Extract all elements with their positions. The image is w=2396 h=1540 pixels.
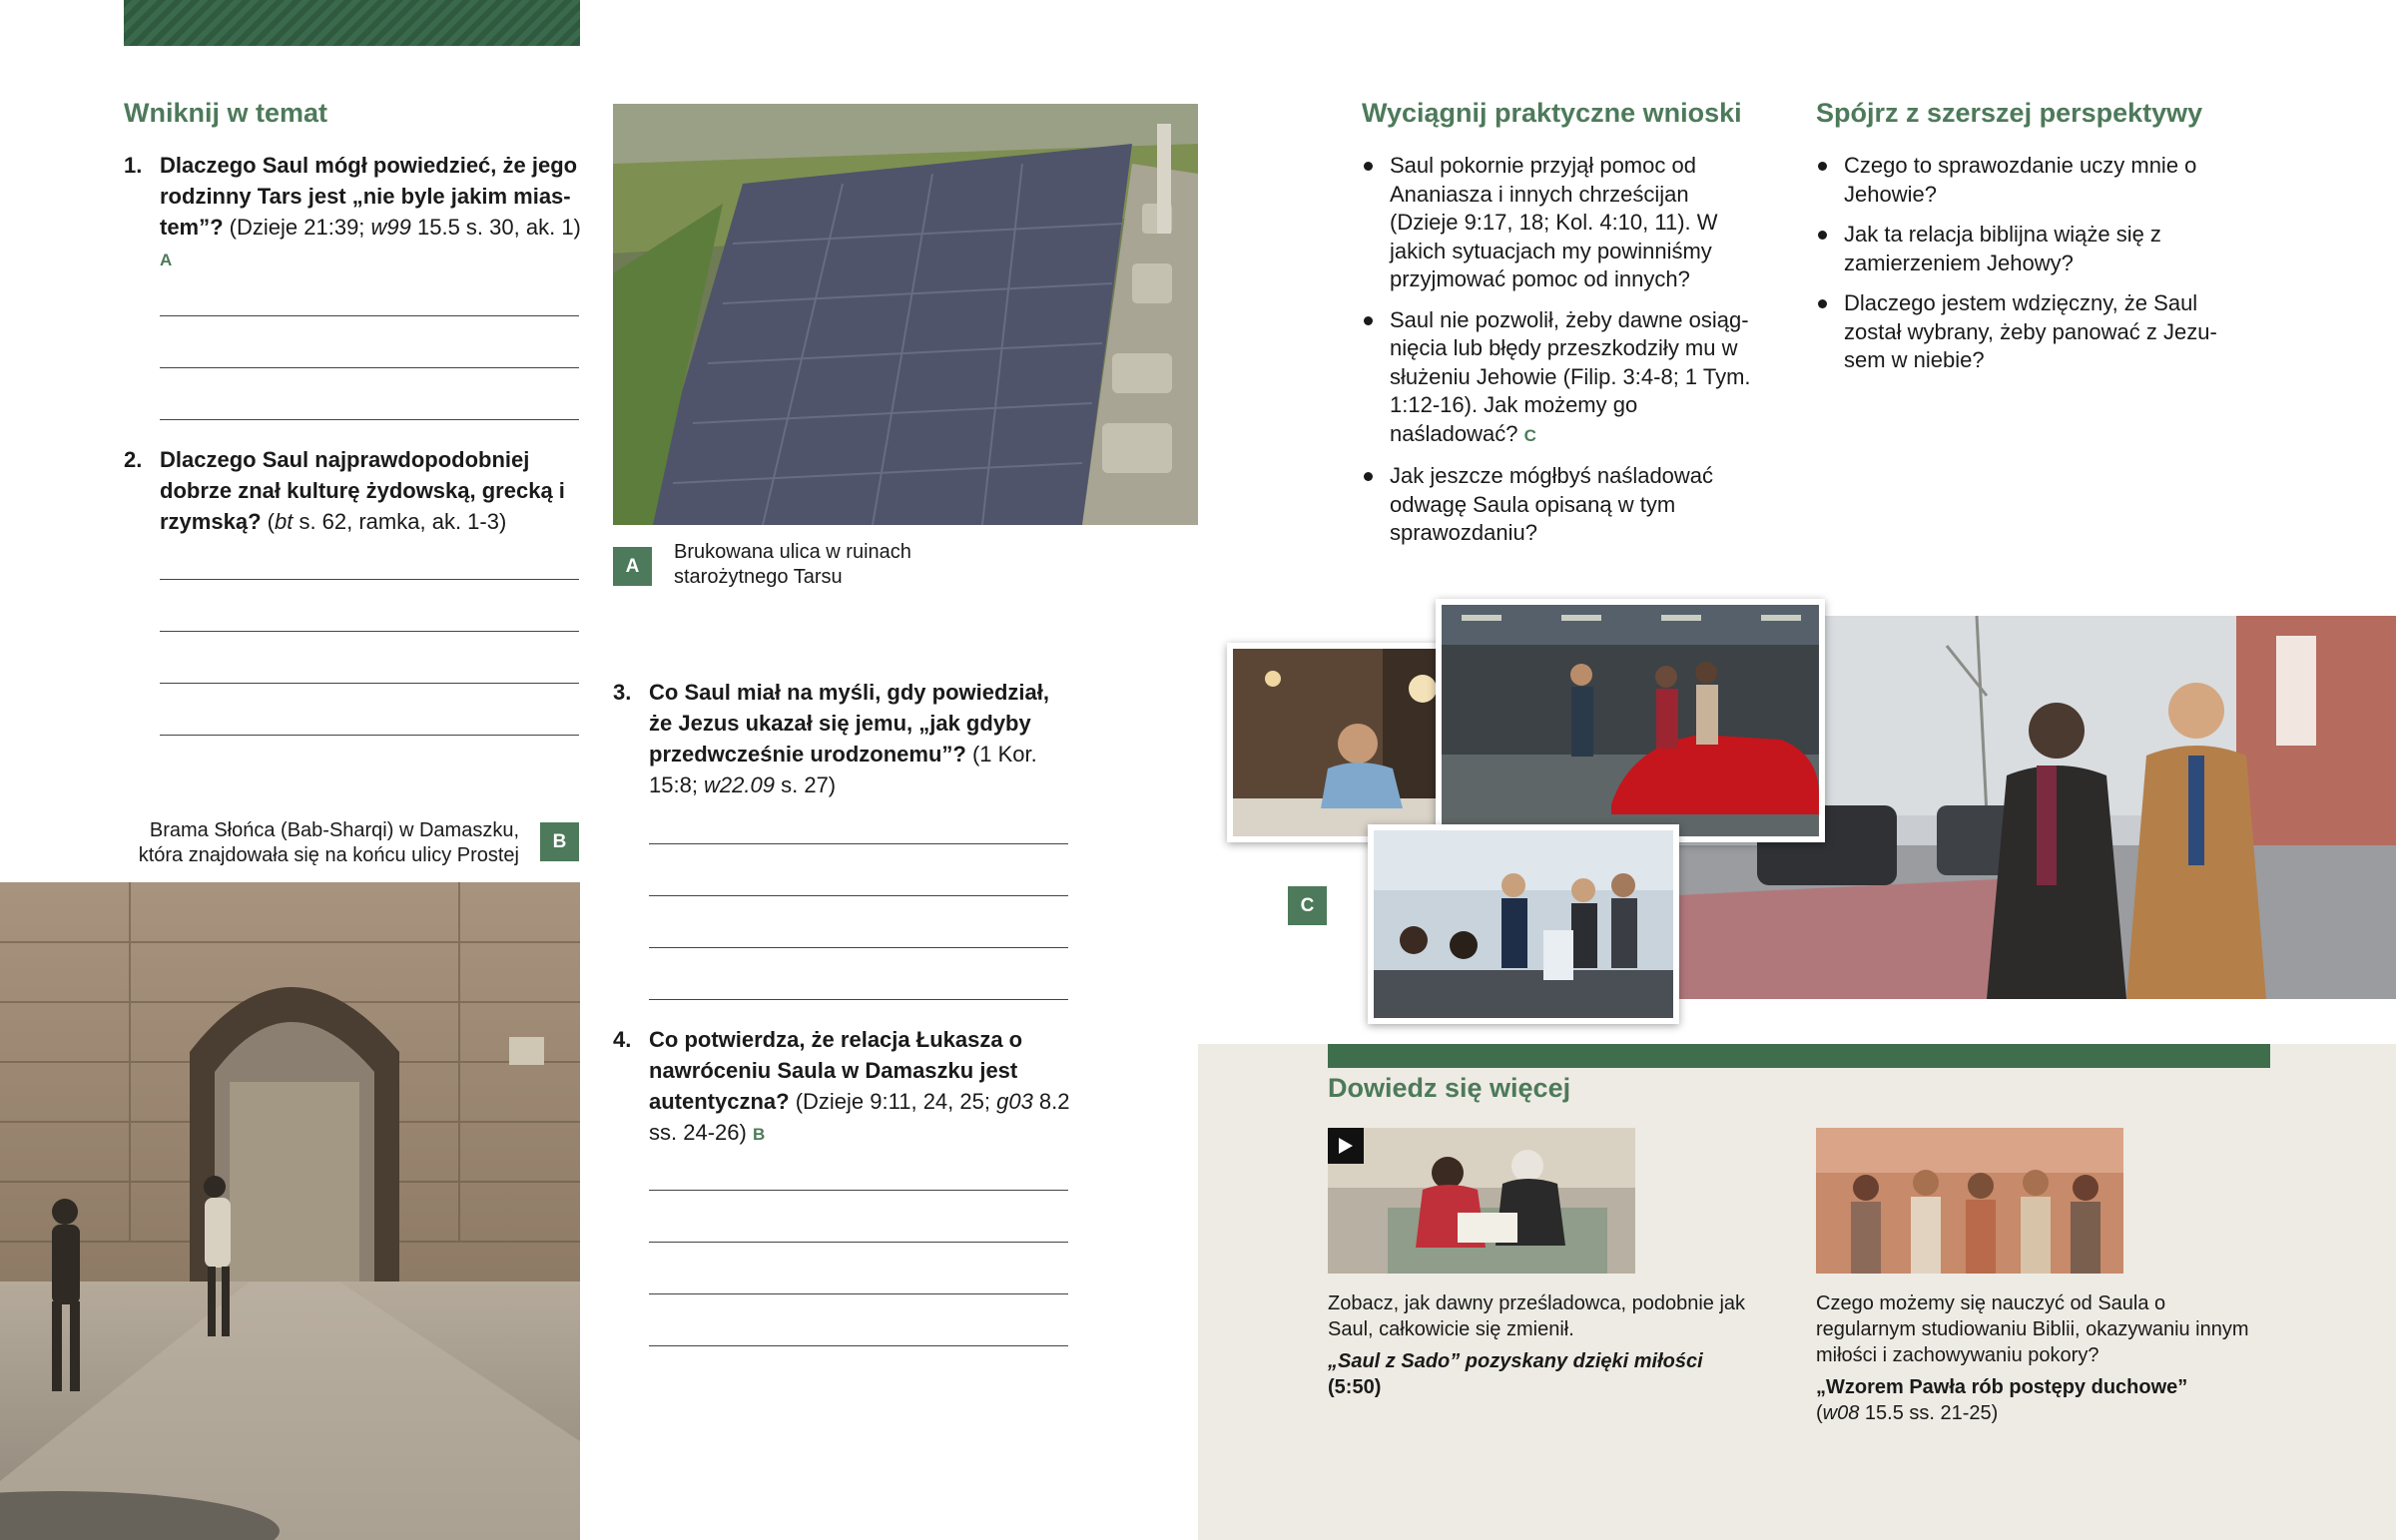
ref-letter-c: C — [1523, 425, 1536, 445]
practical-item: Jak jeszcze mógłbyś naśladować odwagę Saula opisaną w tym sprawozdaniu? — [1362, 462, 1761, 548]
answer-line[interactable] — [649, 1345, 1068, 1346]
video-description: Zobacz, jak dawny prześladowca, podobnie jak Saul, całkowicie się zmienił. — [1328, 1292, 1746, 1340]
answer-line[interactable] — [160, 315, 579, 316]
practical-list — [1362, 152, 1761, 560]
answer-line[interactable] — [160, 367, 579, 368]
answer-line[interactable] — [649, 843, 1068, 844]
answer-line[interactable] — [160, 419, 579, 420]
question-4: 4. Co potwierdza, że relacja Łukasza o nawróceniu Saula w Damaszku jest autentyczna? (Dzieje 9:11, 24, 25; g03 8.2 ss. 24-26) B — [613, 1027, 1070, 1145]
ref-letter-b: B — [752, 1125, 766, 1144]
label-b: B — [540, 822, 579, 861]
answer-line[interactable] — [649, 895, 1068, 896]
answer-line[interactable] — [649, 999, 1068, 1000]
caption-tarsus-street: Brukowana ulica w ruinach starożytnego Tarsu — [674, 541, 911, 588]
ref-letter-a: A — [160, 251, 173, 269]
practical-item: Saul pokornie przyjął pomoc od Ananiasza i innych chrześcijan (Dzieje 9:17, 18; Kol. 4:10, 11). W jakich sytuacjach my powinniśmy przyjmować pomoc od innych? — [1362, 152, 1761, 294]
video-title[interactable]: „Saul z Sado” pozyskany dzięki miłości — [1328, 1350, 1703, 1372]
answer-line[interactable] — [649, 947, 1068, 948]
answer-line[interactable] — [160, 683, 579, 684]
learn-more-bar — [1328, 1044, 2270, 1068]
video-thumbnail[interactable] — [1328, 1128, 1635, 1274]
label-a: A — [613, 547, 652, 586]
section-heading-practical: Wyciągnij praktyczne wnioski — [1362, 98, 1742, 128]
question-3: 3. Co Saul miał na myśli, gdy powiedział, że Jezus ukazał się jemu, „jak gdyby przedwcześnie urodzonemu”? (1 Kor. 15:8; w22.09 s. 27) — [613, 680, 1049, 797]
answer-line[interactable] — [649, 1293, 1068, 1294]
answer-line[interactable] — [649, 1242, 1068, 1243]
photo-cafe — [1227, 643, 1467, 842]
photo-meeting — [1368, 824, 1679, 1024]
answer-line[interactable] — [160, 631, 579, 632]
caption-damascus-gate: Brama Słońca (Bab-Sharqi) w Damaszku, która znajdowała się na końcu ulicy Prostej — [138, 819, 519, 866]
label-c: C — [1288, 886, 1327, 925]
practical-item: Saul nie pozwolił, żeby dawne osiągnięcia lub błędy przeszkodziły mu w służeniu Jehowie (Filip. 3:4-8; 1 Tym. 1:12-16). Jak możemy go naśladować? C — [1362, 306, 1761, 451]
section-heading-wniknij: Wniknij w temat — [124, 98, 328, 128]
play-icon[interactable] — [1328, 1128, 1364, 1164]
photo-sports-car — [1436, 599, 1825, 842]
photo-tarsus-street — [613, 104, 1198, 525]
question-2: 2. Dlaczego Saul najprawdopodobniej dobrze znał kulturę żydowską, grecką i rzymską? (bt s. 62, ramka, ak. 1-3) — [124, 447, 565, 534]
perspective-list — [1816, 152, 2235, 387]
question-1: 1. Dlaczego Saul mógł powiedzieć, że jego rodzinny Tars jest „nie byle jakim miastem”? (Dzieje 21:39; w99 15.5 s. 30, ak. 1) A — [124, 153, 581, 269]
section-heading-learn-more: Dowiedz się więcej — [1328, 1073, 1571, 1103]
perspective-item: Jak ta relacja biblijna wiąże się z zamierzeniem Jehowy? — [1816, 221, 2235, 277]
answer-line[interactable] — [160, 735, 579, 736]
article-title[interactable]: „Wzorem Pawła rób postępy duchowe” — [1816, 1376, 2188, 1398]
photo-damascus-gate — [0, 882, 580, 1540]
video-duration: (5:50) — [1328, 1376, 1382, 1398]
article-description: Czego możemy się nauczyć od Saula o regularnym studiowaniu Biblii, okazywaniu innym miłości i zachowywaniu pokory? — [1816, 1292, 2249, 1366]
decorative-band — [124, 0, 580, 46]
section-heading-perspective: Spójrz z szerszej perspektywy — [1816, 98, 2203, 128]
article-reference: (w08 15.5 ss. 21-25) — [1816, 1402, 1999, 1424]
answer-line[interactable] — [649, 1190, 1068, 1191]
answer-line[interactable] — [160, 579, 579, 580]
perspective-item: Czego to sprawozdanie uczy mnie o Jehowie? — [1816, 152, 2235, 209]
perspective-item: Dlaczego jestem wdzięczny, że Saul został wybrany, żeby panować z Jezusem w niebie? — [1816, 289, 2235, 375]
article-thumbnail[interactable] — [1816, 1128, 2123, 1274]
